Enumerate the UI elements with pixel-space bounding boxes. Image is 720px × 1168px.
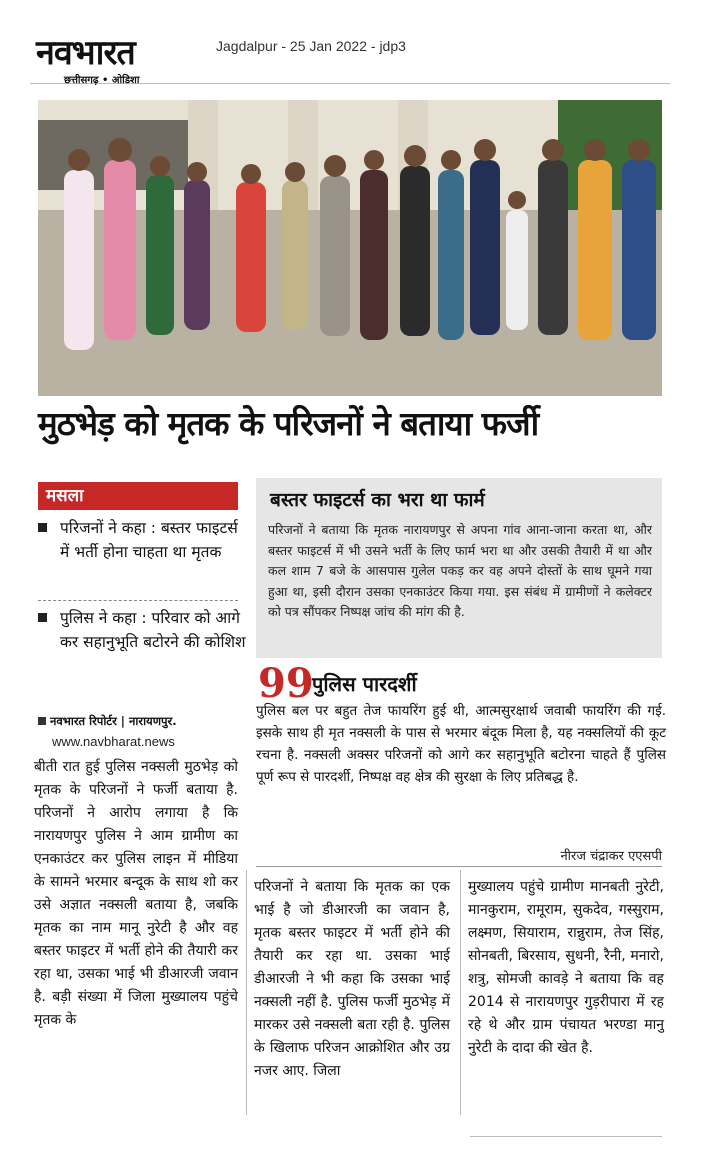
newspaper-logo: नवभारत	[36, 33, 135, 73]
group-photo-illustration	[38, 100, 662, 396]
signature-divider	[256, 866, 662, 867]
bullet-square-icon	[38, 523, 47, 532]
article-column-1: बीती रात हुई पुलिस नक्सली मुठभेड़ को मृतक के परिजनों ने फर्जी बताया है. परिजनों ने आरोप लगाया है कि नारायणपुर पुलिस ने आम ग्रामीण का एनकाउंटर कर पुलिस लाइन में मीडिया के सामने भरमार बन्दूक के साथ शो कर उसे अज्ञात नक्सली बताया है, जबकि मृतक का नाम मानू नुरेटी है और वह बस्तर फाइटर में भर्ती होने की तैयारी कर रहा था, उसका भाई भी डीआरजी जवान है. बड़ी संख्या में जिला मुख्यालय पहुंचे मृतक के	[34, 759, 238, 1028]
dateline: Jagdalpur - 25 Jan 2022 - jdp3	[216, 38, 406, 54]
bullet-text: पुलिस ने कहा : परिवार को आगे कर सहानुभूति बटोरने की कोशिश	[60, 609, 246, 651]
box-body: परिजनों ने बताया कि मृतक नारायणपुर से अपना गांव आना-जाना करता था, और बस्तर फाइटर्स में भी उसने भर्ती के लिए फार्म भरा था और उसकी तैयारी में था और कल शाम 7 बजे के आसपास गुलेल पकड़ कर वह अपने दोस्तों के साथ घूमने गया हुआ था, इसी दौरान उसका एनकाउंटर किया गया. इस संबंध में ग्रामीणों ने कलेक्टर को पत्र सौंपकर निष्पक्ष जांच की मांग की है.	[268, 522, 652, 619]
quote-title: पुलिस पारदर्शी	[312, 672, 417, 696]
logo-subtitle: छत्तीसगढ़ • ओडिशा	[64, 75, 140, 86]
website-link[interactable]: www.navbharat.news	[52, 734, 175, 749]
quote-mark-icon: 99	[258, 660, 314, 707]
column-divider	[246, 870, 247, 1115]
reporter-text: नवभारत रिपोर्टर | नारायणपुर.	[50, 714, 177, 728]
box-title: बस्तर फाइटर्स का भरा था फार्म	[270, 489, 485, 511]
bottom-divider	[470, 1136, 662, 1137]
quote-signature: नीरज चंद्राकर एएसपी	[560, 849, 662, 864]
quote-body: पुलिस बल पर बहुत तेज फायरिंग हुई थी, आत्मसुरक्षार्थ जवाबी फायरिंग की गई. इसके साथ ही मृत नक्सली के पास से भरमार बंदूक मिला है, यह नक्सलियों की कूट रचना है. नक्सली अक्सर परिजनों को आगे कर सहानुभूति बटोरना चाहते हैं पुलिस पूर्ण रूप से पारदर्शी, निष्पक्ष वह क्षेत्र की सुरक्षा के लिए प्रतिबद्ध है.	[256, 703, 666, 785]
bullet-point	[38, 516, 248, 564]
bullet-divider	[38, 600, 238, 601]
masthead	[30, 22, 670, 84]
reporter-credit	[38, 714, 177, 729]
headline: मुठभेड़ को मृतक के परिजनों ने बताया फर्जी	[38, 404, 539, 443]
section-tag: मसला	[38, 482, 238, 510]
bullet-text: परिजनों ने कहा : बस्तर फाइटर्स में भर्ती होना चाहता था मृतक	[60, 519, 238, 561]
bullet-point	[38, 606, 248, 654]
column-divider	[460, 870, 461, 1115]
info-box	[256, 478, 662, 658]
reporter-square-icon	[38, 717, 46, 725]
article-column-3: मुख्यालय पहुंचे ग्रामीण मानबती नुरेटी, मानकुराम, रामूराम, सुकदेव, गस्सुराम, लक्ष्मण, सियाराम, रान्नुराम, तेज सिंह, सोनबती, बिरसाय, सुधनी, रैनी, मनारो, शत्रु, सोमजी कावड़े ने बताया कि वह 2014 से नारायणपुर गुड़रीपारा में रह रहे थे और ग्राम पंचायत भरण्डा मानु नुरेटी के दादा की खेत है.	[468, 879, 664, 1056]
news-photo	[38, 100, 662, 396]
article-column-2: परिजनों ने बताया कि मृतक का एक भाई है जो डीआरजी का जवान है, मृतक बस्तर फाइटर में भर्ती होने की तैयारी कर रहा था. उसका भाई डीआरजी ने भी कहा कि उसका भाई नक्सली नहीं है. पुलिस फर्जी मुठभेड़ में मारकर उसे नक्सली बता रही है. पुलिस के खिलाफ परिजन आक्रोशित और उग्र नजर आए. जिला	[254, 879, 450, 1079]
bullet-square-icon	[38, 613, 47, 622]
